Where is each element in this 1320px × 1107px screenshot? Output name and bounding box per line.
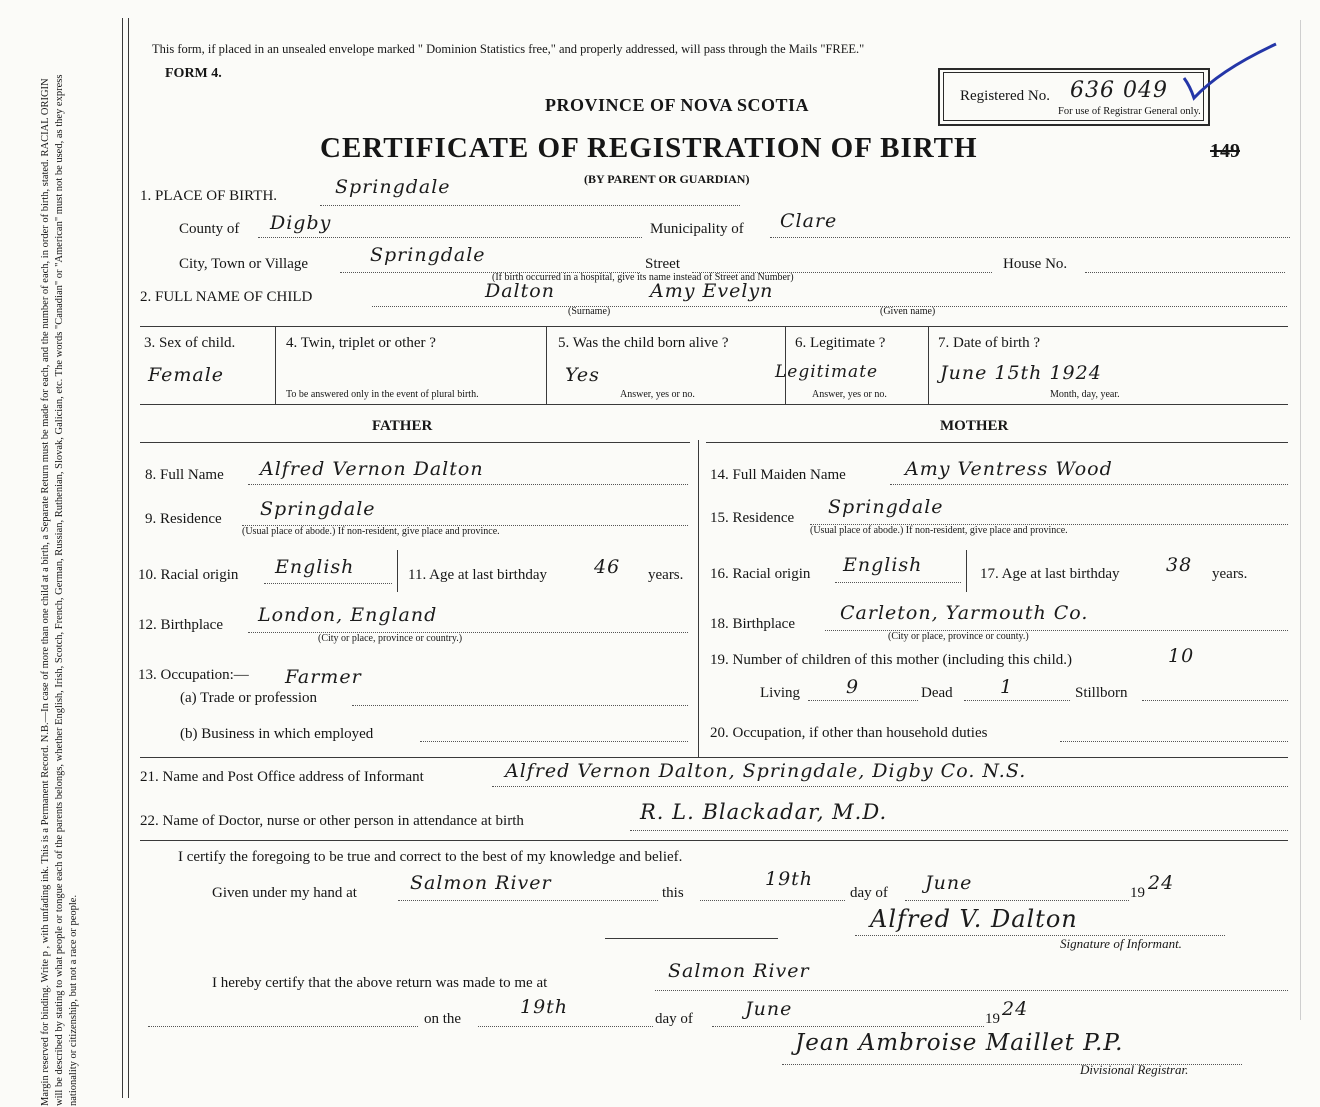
municipality-line — [770, 237, 1290, 238]
father-business-line — [420, 741, 688, 742]
mother-birthplace-value: Carleton, Yarmouth Co. — [840, 602, 1089, 624]
living-value: 9 — [846, 676, 860, 698]
mother-birthplace-note: (City or place, province or county.) — [888, 631, 1029, 642]
right-edge — [1300, 20, 1301, 1020]
attendant-value: R. L. Blackadar, M.D. — [640, 800, 888, 824]
informant-value: Alfred Vernon Dalton, Springdale, Digby Co. N.S. — [505, 760, 1027, 782]
given-day-line — [700, 900, 845, 901]
father-trade-line — [352, 705, 688, 706]
house-label: House No. — [1003, 256, 1068, 272]
registrar-day-line — [478, 1026, 653, 1027]
mother-residence-value: Springdale — [828, 496, 944, 518]
legitimate-value: Legitimate — [775, 362, 879, 382]
registered-label: Registered No. — [960, 88, 1050, 104]
father-residence-note: (Usual place of abode.) If non-resident, give place and province. — [242, 526, 500, 537]
mother-children-value: 10 — [1168, 645, 1195, 667]
child-name-label: 2. FULL NAME OF CHILD — [140, 289, 313, 305]
given-under-label: Given under my hand at — [212, 885, 357, 901]
margin-instructions: Margin reserved for binding. Write p , with unfading ink. This is a Permanent Record. N.B.—In case of more than one child at a birth, a Separate Return must be made for each, and the number of each, in order of birth, stated. RACIAL ORIGIN will be described by stating to what people or tongue each of the parents belongs, whether English, Irish, Scotch, French, German, Russian, Ruthenian, Slovak, Galician, etc. The words "Canadian" or "American" must not be used, as they express nationality or citizenship, but not a race or people. — [40, 74, 79, 1106]
place-of-birth-line — [320, 205, 740, 206]
twin-label: 4. Twin, triplet or other ? — [286, 335, 436, 351]
municipality-value: Clare — [780, 210, 838, 232]
subtitle: (BY PARENT OR GUARDIAN) — [584, 172, 750, 186]
informant-line — [492, 786, 1288, 787]
given-year-prefix: 19 — [1130, 885, 1145, 901]
dob-note: Month, day, year. — [1050, 389, 1120, 400]
mother-name-label: 14. Full Maiden Name — [710, 467, 846, 483]
father-residence-label: 9. Residence — [145, 511, 222, 527]
registrar-signature-caption: Divisional Registrar. — [1080, 1062, 1189, 1077]
sex-label: 3. Sex of child. — [144, 335, 236, 351]
postal-notice: This form, if placed in an unsealed envelope marked " Dominion Statistics free," and properly addressed, will pass through the Mails "FREE." — [152, 42, 865, 56]
mother-occupation-label: 20. Occupation, if other than household duties — [710, 725, 988, 741]
place-of-birth-label: 1. PLACE OF BIRTH. — [140, 188, 278, 204]
registrar-year-value: 24 — [1002, 998, 1029, 1020]
father-birthplace-line — [248, 632, 688, 633]
child-given-value: Amy Evelyn — [650, 280, 774, 302]
mother-residence-note: (Usual place of abode.) If non-resident, give place and province. — [810, 525, 1068, 536]
father-racial-value: English — [275, 556, 355, 578]
mother-age-value: 38 — [1166, 554, 1193, 576]
mother-age-years: years. — [1212, 566, 1248, 582]
corner-stamp: 149 — [1210, 140, 1240, 162]
city-label: City, Town or Village — [179, 256, 309, 272]
informant-signature: Alfred V. Dalton — [870, 905, 1078, 933]
legitimate-note: Answer, yes or no. — [812, 389, 887, 400]
father-name-label: 8. Full Name — [145, 467, 224, 483]
father-age-label: 11. Age at last birthday — [408, 567, 547, 583]
form-number: FORM 4. — [165, 66, 222, 81]
registrar-place-value: Salmon River — [668, 960, 810, 982]
this-label: this — [662, 885, 684, 901]
mother-racial-line — [835, 582, 961, 583]
registrar-month-value: June — [745, 998, 793, 1020]
surname-caption: (Surname) — [568, 306, 611, 317]
mother-residence-label: 15. Residence — [710, 510, 795, 526]
registrar-year-prefix: 19 — [985, 1011, 1000, 1027]
father-racial-label: 10. Racial origin — [138, 567, 239, 583]
alive-note: Answer, yes or no. — [620, 389, 695, 400]
parents-bottom-rule — [140, 757, 1288, 758]
father-birthplace-value: London, England — [258, 604, 438, 626]
informant-label: 21. Name and Post Office address of Informant — [140, 769, 424, 785]
registrar-lead-line — [148, 1026, 418, 1027]
mother-racial-value: English — [843, 554, 923, 576]
father-trade-label: (a) Trade or profession — [180, 690, 318, 706]
registered-number: 636 049 — [1070, 78, 1168, 103]
registrar-note: For use of Registrar General only. — [1058, 106, 1201, 117]
house-line — [1085, 272, 1285, 273]
dob-value: June 15th 1924 — [940, 362, 1102, 384]
mother-name-line — [890, 484, 1288, 485]
details-divider-2 — [546, 326, 547, 404]
child-name-line — [372, 306, 1287, 307]
dead-line — [964, 700, 1070, 701]
father-residence-value: Springdale — [260, 498, 376, 520]
father-age-value: 46 — [594, 556, 621, 578]
father-racial-line — [264, 583, 392, 584]
father-age-divider — [397, 550, 398, 592]
details-divider-4 — [928, 326, 929, 404]
place-of-birth-value: Springdale — [335, 176, 451, 198]
child-surname-value: Dalton — [485, 280, 555, 302]
dead-label: Dead — [921, 685, 953, 701]
left-border-line-inner — [128, 18, 129, 1098]
province-heading: PROVINCE OF NOVA SCOTIA — [545, 95, 810, 115]
certification-rule — [140, 840, 1288, 841]
sex-value: Female — [148, 364, 225, 386]
left-border-line — [122, 18, 123, 1098]
attendant-label: 22. Name of Doctor, nurse or other person in attendance at birth — [140, 813, 524, 829]
details-top-rule — [140, 326, 1288, 327]
twin-note: To be answered only in the event of plural birth. — [286, 389, 479, 400]
mother-name-value: Amy Ventress Wood — [905, 458, 1113, 480]
details-bottom-rule — [140, 404, 1288, 405]
dead-value: 1 — [1000, 676, 1014, 698]
father-name-line — [248, 484, 688, 485]
county-line — [258, 237, 642, 238]
father-age-years: years. — [648, 567, 684, 583]
living-line — [808, 700, 918, 701]
living-label: Living — [760, 685, 800, 701]
father-name-value: Alfred Vernon Dalton — [260, 458, 484, 480]
details-divider-1 — [275, 326, 276, 404]
father-birthplace-note: (City or place, province or country.) — [318, 633, 463, 644]
father-occupation-value: Farmer — [285, 666, 362, 688]
father-occupation-label: 13. Occupation:— — [138, 667, 249, 683]
given-month-value: June — [925, 872, 973, 894]
county-label: County of — [179, 221, 240, 237]
given-place-value: Salmon River — [410, 872, 552, 894]
legitimate-label: 6. Legitimate ? — [795, 335, 886, 351]
parents-divider — [698, 440, 699, 758]
alive-label: 5. Was the child born alive ? — [558, 335, 729, 351]
father-business-label: (b) Business in which employed — [180, 726, 374, 742]
alive-value: Yes — [565, 364, 600, 386]
short-rule — [605, 938, 778, 939]
certification-statement: I certify the foregoing to be true and correct to the best of my knowledge and belief. — [178, 849, 683, 865]
dob-label: 7. Date of birth ? — [938, 335, 1041, 351]
registrar-day-of-label: day of — [655, 1011, 693, 1027]
registrar-signature: Jean Ambroise Maillet P.P. — [795, 1030, 1124, 1056]
given-day-value: 19th — [765, 868, 814, 890]
given-caption: (Given name) — [880, 306, 936, 317]
mother-age-label: 17. Age at last birthday — [980, 566, 1120, 582]
mother-heading: MOTHER — [940, 418, 1009, 434]
given-year-value: 24 — [1148, 872, 1175, 894]
page-title: CERTIFICATE OF REGISTRATION OF BIRTH — [320, 132, 978, 164]
city-value: Springdale — [370, 244, 486, 266]
mother-rule — [706, 442, 1288, 443]
given-day-of-label: day of — [850, 885, 888, 901]
mother-birthplace-label: 18. Birthplace — [710, 616, 795, 632]
stillborn-label: Stillborn — [1075, 685, 1128, 701]
registrar-day-value: 19th — [520, 996, 569, 1018]
on-the-label: on the — [424, 1011, 462, 1027]
father-birthplace-label: 12. Birthplace — [138, 617, 223, 633]
stillborn-line — [1142, 700, 1288, 701]
informant-signature-caption: Signature of Informant. — [1060, 936, 1182, 951]
county-value: Digby — [270, 212, 332, 234]
mother-occupation-line — [1060, 741, 1288, 742]
attendant-line — [630, 830, 1288, 831]
check-mark-icon — [1180, 40, 1280, 110]
father-rule — [140, 442, 690, 443]
father-heading: FATHER — [372, 418, 433, 434]
registration-box — [938, 68, 1210, 126]
mother-age-divider — [966, 550, 967, 592]
mother-racial-label: 16. Racial origin — [710, 566, 811, 582]
given-month-line — [905, 900, 1129, 901]
municipality-label: Municipality of — [650, 221, 744, 237]
mother-children-label: 19. Number of children of this mother (including this child.) — [710, 652, 1073, 668]
given-place-line — [398, 900, 658, 901]
registrar-month-line — [712, 1026, 984, 1027]
street-label: Street — [645, 256, 680, 272]
registrar-statement: I hereby certify that the above return was made to me at — [212, 975, 548, 991]
hospital-note: (If birth occurred in a hospital, give its name instead of Street and Number) — [492, 272, 794, 283]
registrar-place-line — [655, 990, 1288, 991]
